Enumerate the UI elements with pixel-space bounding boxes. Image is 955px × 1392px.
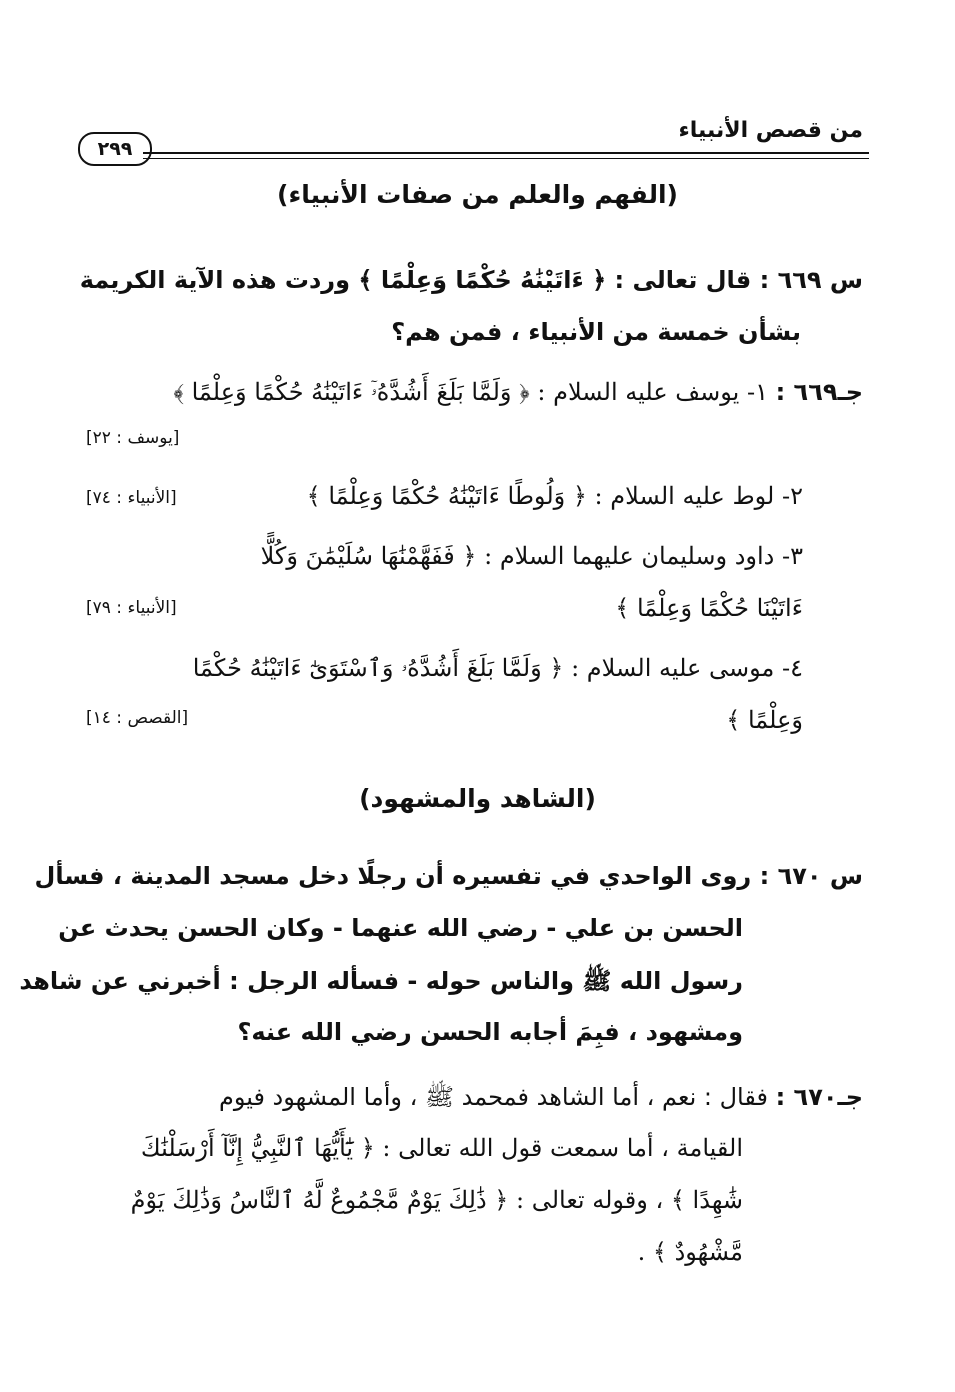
answer-line: [219, 1082, 863, 1117]
answer-item: [261, 542, 803, 570]
answer-item: [307, 482, 803, 510]
answer-line: [638, 1238, 743, 1266]
page-number: ٢٩٩: [78, 132, 152, 166]
answer-text: فقال : نعم ، أما الشاهد فمحمد ﷺ ، وأما المشهود فيوم: [218, 1083, 768, 1111]
answer-item-text: وَعِلْمًا ﴾: [726, 706, 803, 734]
answer-item-continued: [726, 706, 803, 734]
running-title: من قصص الأنبياء: [678, 118, 863, 143]
answer-item: [193, 654, 803, 682]
answer-text: شَٰهِدًا ﴾ ، وقوله تعالى : ﴿ ذَٰلِكَ يَوْمٌ مَّجْمُوعٌ لَّهُ ٱلنَّاسُ وَذَٰلِكَ يَوْمٌ: [130, 1186, 743, 1214]
question-number: س ٦٦٩ :: [759, 266, 863, 294]
answer-number: جـ٦٦٩ :: [775, 378, 863, 406]
question-line: [237, 1018, 743, 1046]
question-text: رسول الله ﷺ والناس حوله - فسأله الرجل : أخبرني عن شاهد: [19, 967, 743, 995]
header-rule: [143, 152, 869, 154]
question-line: [19, 966, 743, 1001]
question-text: روى الواحدي في تفسيره أن رجلًا دخل مسجد المدينة ، فسأل: [34, 862, 752, 890]
answer-number: جـ٦٧٠ :: [775, 1083, 863, 1111]
verse-reference: [الأنبياء : ٧٤]: [86, 488, 177, 508]
answer-item-text: ٣- داود وسليمان عليهما السلام : ﴿ فَفَهَّمْنَٰهَا سُلَيْمَٰنَ وَكُلًّا: [260, 542, 803, 570]
question-text: ومشهود ، فبِمَ أجابه الحسن رضي الله عنه؟: [237, 1018, 743, 1046]
verse-reference: [القصص : ١٤]: [86, 708, 189, 728]
answer-item-text: ٢- لوط عليه السلام : ﴿ وَلُوطًا ءَاتَيْنَٰهُ حُكْمًا وَعِلْمًا ﴾: [306, 482, 803, 510]
question-line: [35, 862, 863, 890]
answer-item-text: ٤- موسى عليه السلام : ﴿ وَلَمَّا بَلَغَ أَشُدَّهُۥ وَٱسْتَوَىٰٓ ءَاتَيْنَٰهُ حُكْمًا: [192, 654, 803, 682]
header-rule-thin: [143, 158, 869, 159]
answer-line: [173, 378, 863, 406]
question-line: [80, 266, 863, 294]
answer-line: [141, 1134, 743, 1162]
answer-item-continued: [615, 594, 803, 622]
section-heading: (الشاهد والمشهود): [359, 784, 596, 813]
answer-text: مَّشْهُودٌ ﴾ .: [637, 1238, 743, 1266]
verse-reference: [الأنبياء : ٧٩]: [86, 598, 177, 618]
answer-text: القيامة ، أما سمعت قول الله تعالى : ﴿ يَٰٓأَيُّهَا ٱلنَّبِيُّ إِنَّآ أَرْسَلْنَٰكَ: [140, 1134, 743, 1162]
question-text: الحسن بن علي - رضي الله عنهما - وكان الحسن يحدث عن: [58, 914, 743, 942]
question-text: بشأن خمسة من الأنبياء ، فمن هم؟: [391, 318, 801, 346]
question-line: [58, 914, 743, 942]
question-number: س ٦٧٠ :: [759, 862, 863, 890]
answer-line: [131, 1186, 743, 1214]
section-heading: (الفهم والعلم من صفات الأنبياء): [277, 180, 678, 209]
question-line: [391, 318, 863, 346]
question-text: قال تعالى : ﴿ ءَاتَيْنَٰهُ حُكْمًا وَعِلْمًا ﴾ وردت هذه الآية الكريمة: [79, 266, 752, 294]
answer-item: ١- يوسف عليه السلام : ﴿ وَلَمَّا بَلَغَ أَشُدَّهُۥٓ ءَاتَيْنَٰهُ حُكْمًا وَعِلْمًا ﴾: [173, 378, 768, 406]
answer-item-text: ءَاتَيْنَا حُكْمًا وَعِلْمًا ﴾: [615, 594, 803, 622]
verse-reference: [يوسف : ٢٢]: [86, 428, 180, 448]
